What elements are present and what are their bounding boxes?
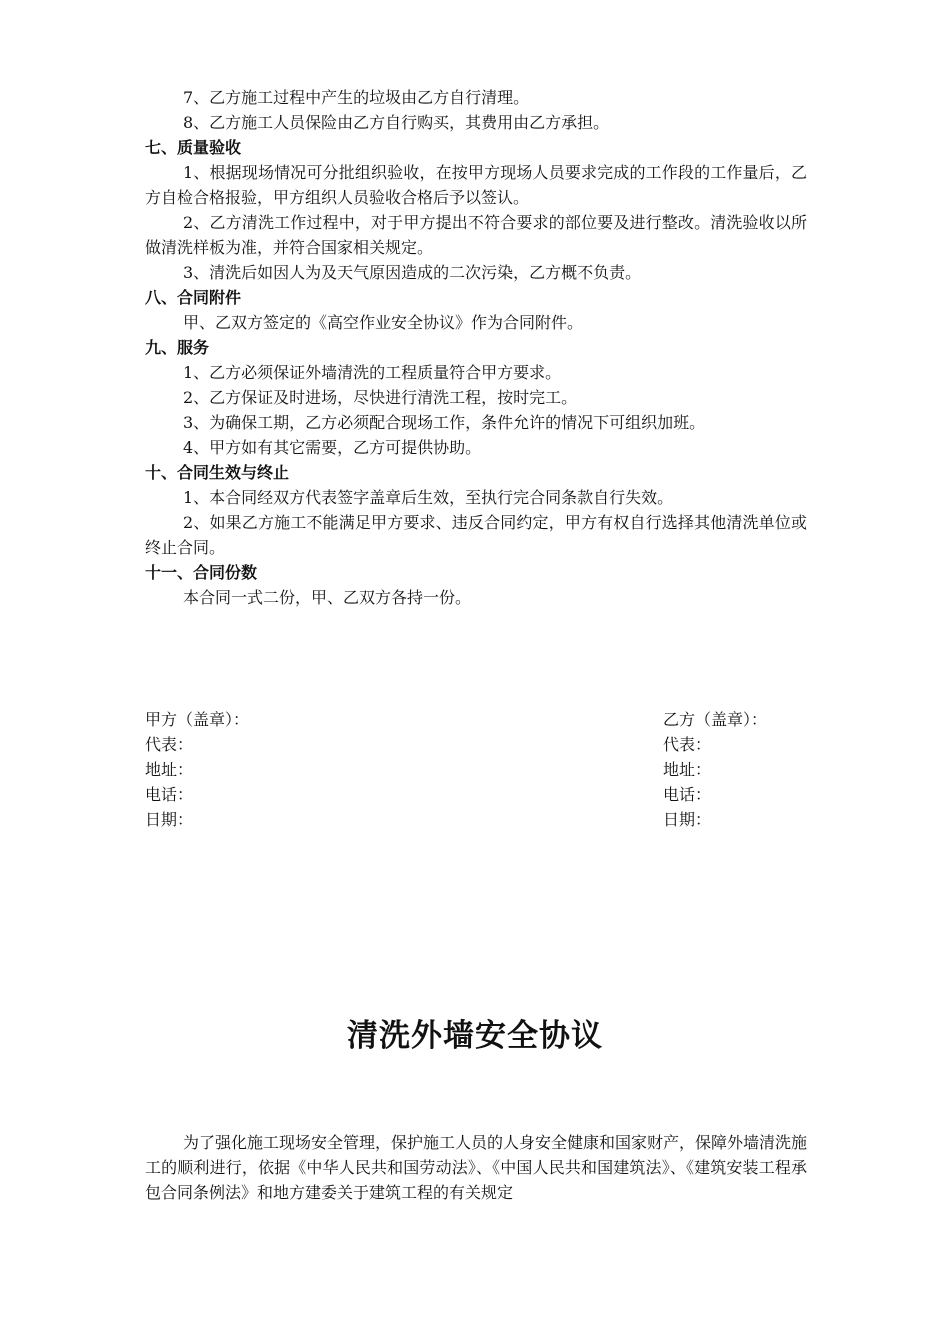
party-a-address-label: 地址： xyxy=(145,760,194,779)
clause-7: 7、乙方施工过程中产生的垃圾由乙方自行清理。 xyxy=(183,88,530,107)
copies-clause: 本合同一式二份，甲、乙双方各持一份。 xyxy=(183,588,472,607)
agreement-intro-text: 为了强化施工现场安全管理，保护施工人员的人身安全健康和国家财产，保障外墙清洗施工的顺利进行，依据《中华人民共和国劳动法》、《中国人民共和国建筑法》、《建筑安装工程承包合同条例法》和地方建委关于建筑工程的有关规定 xyxy=(145,1133,808,1202)
quality-clause-1: 1、根据现场情况可分批组织验收，在按甲方现场人员要求完成的工作段的工作量后，乙方自检合格报验，甲方组织人员验收合格后予以签认。 xyxy=(145,163,807,207)
quality-clause-2: 2、乙方清洗工作过程中，对于甲方提出不符合要求的部位要及进行整改。清洗验收以所做清洗样板为准，并符合国家相关规定。 xyxy=(145,213,807,257)
effect-clause-1: 1、本合同经双方代表签字盖章后生效，至执行完合同条款自行失效。 xyxy=(183,488,674,507)
section-heading-quality: 七、质量验收 xyxy=(145,138,242,157)
attachment-clause: 甲、乙双方签定的《高空作业安全协议》作为合同附件。 xyxy=(183,313,584,332)
service-clause-2: 2、乙方保证及时进场，尽快进行清洗工程，按时完工。 xyxy=(183,388,578,407)
party-b-signature-block xyxy=(663,707,767,832)
party-b-seal-label: 乙方（盖章）： xyxy=(663,710,768,729)
party-a-rep-label: 代表： xyxy=(145,735,194,754)
service-clause-1: 1、乙方必须保证外墙清洗的工程质量符合甲方要求。 xyxy=(183,363,562,382)
contract-body xyxy=(145,85,807,610)
party-b-address-label: 地址： xyxy=(663,760,712,779)
party-a-signature-block xyxy=(145,707,249,832)
service-clause-3: 3、为确保工期，乙方必须配合现场工作，条件允许的情况下可组织加班。 xyxy=(183,413,706,432)
clause-8: 8、乙方施工人员保险由乙方自行购买，其费用由乙方承担。 xyxy=(183,113,610,132)
service-clause-4: 4、甲方如有其它需要，乙方可提供协助。 xyxy=(183,438,482,457)
section-heading-service: 九、服务 xyxy=(145,338,210,357)
party-a-date-label: 日期： xyxy=(145,810,194,829)
party-a-phone-label: 电话： xyxy=(145,785,194,804)
party-a-seal-label: 甲方（盖章）： xyxy=(145,710,250,729)
party-b-phone-label: 电话： xyxy=(663,785,712,804)
section-heading-copies: 十一、合同份数 xyxy=(145,563,258,582)
party-b-rep-label: 代表： xyxy=(663,735,712,754)
effect-clause-2: 2、如果乙方施工不能满足甲方要求、违反合同约定，甲方有权自行选择其他清洗单位或终止合同。 xyxy=(145,513,807,557)
section-heading-attachment: 八、合同附件 xyxy=(145,288,242,307)
party-b-date-label: 日期： xyxy=(663,810,712,829)
agreement-intro xyxy=(145,1130,807,1205)
agreement-title: 清洗外墙安全协议 xyxy=(347,1018,603,1054)
section-heading-effect: 十、合同生效与终止 xyxy=(145,463,290,482)
quality-clause-3: 3、清洗后如因人为及天气原因造成的二次污染，乙方概不负责。 xyxy=(183,263,642,282)
